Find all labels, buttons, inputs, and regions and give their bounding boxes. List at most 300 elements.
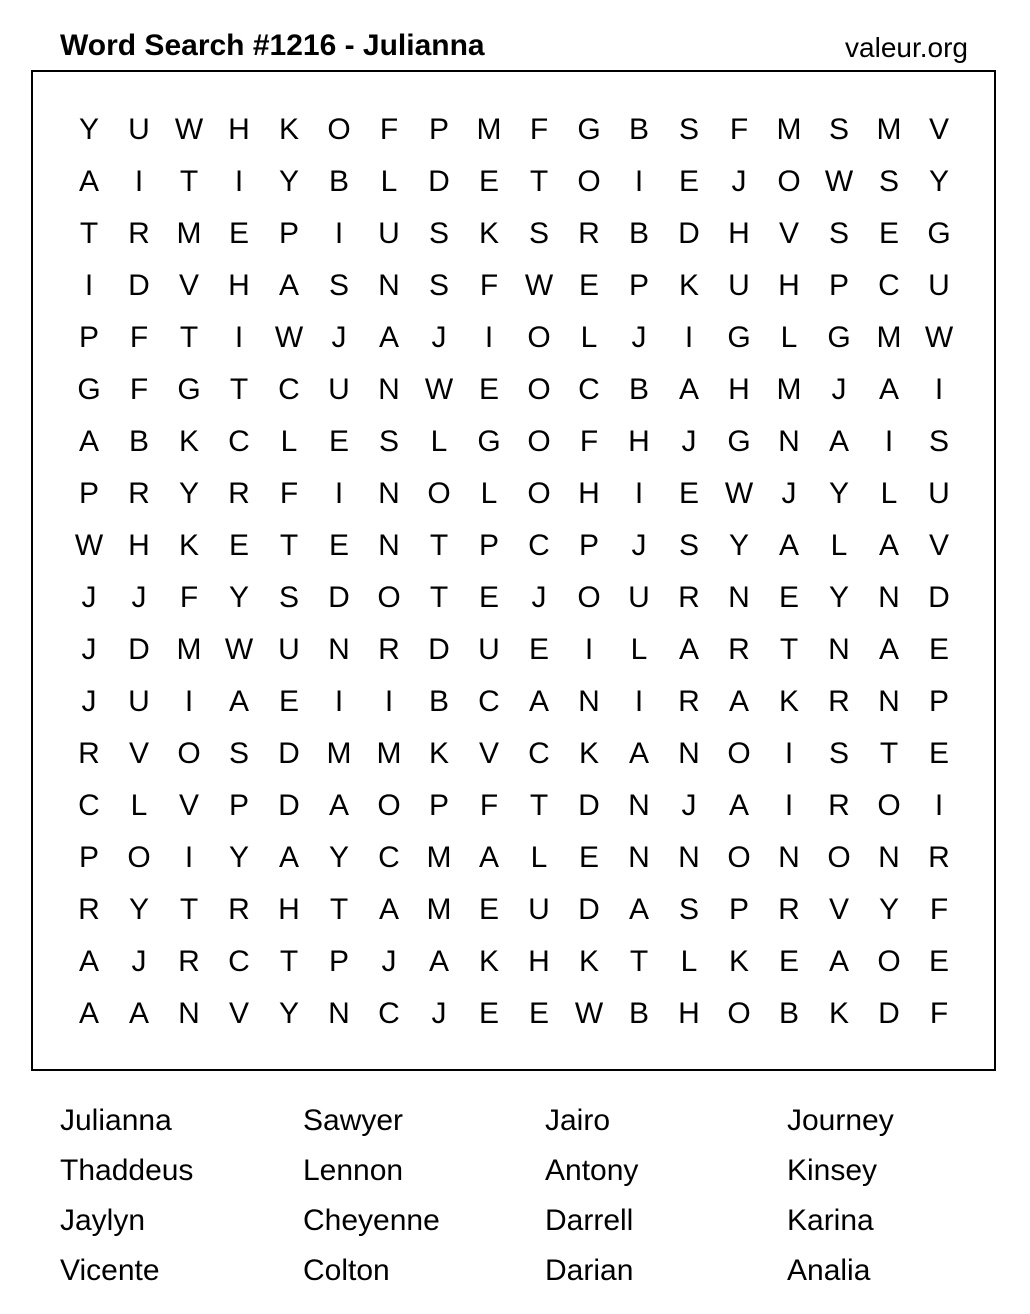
grid-letter: V (178, 789, 199, 822)
word-list-item: Antony (545, 1154, 639, 1187)
grid-letter: Y (828, 477, 849, 510)
grid-letter: J (81, 633, 97, 666)
grid-letter: L (130, 789, 148, 822)
grid-letter: N (628, 841, 650, 874)
grid-letter: O (377, 789, 401, 822)
grid-letter: I (334, 477, 344, 510)
grid-letter: H (528, 945, 550, 978)
grid-letter: J (81, 685, 97, 718)
grid-letter: T (79, 217, 99, 250)
grid-letter: E (478, 893, 499, 926)
grid-letter: A (78, 425, 99, 458)
grid-letter: A (678, 373, 699, 406)
grid-letter: K (428, 737, 449, 770)
grid-letter: T (429, 529, 449, 562)
grid-letter: P (278, 217, 299, 250)
grid-letter: K (278, 113, 299, 146)
grid-letter: E (478, 165, 499, 198)
grid-letter: L (280, 425, 298, 458)
grid-letter: T (279, 529, 299, 562)
grid-letter: I (484, 321, 494, 354)
grid-letter: N (778, 841, 800, 874)
grid-letter: N (378, 269, 400, 302)
grid-letter: A (378, 893, 399, 926)
grid-letter: R (678, 581, 700, 614)
grid-letter: F (579, 425, 599, 458)
grid-letter: A (278, 841, 299, 874)
grid-letter: J (81, 581, 97, 614)
grid-letter: K (678, 269, 699, 302)
grid-letter: S (878, 165, 899, 198)
grid-letter: V (228, 997, 249, 1030)
grid-letter: Y (928, 165, 949, 198)
grid-letter: I (384, 685, 394, 718)
grid-letter: A (628, 893, 649, 926)
grid-letter: G (827, 321, 851, 354)
grid-letter: S (928, 425, 949, 458)
grid-letter: E (578, 269, 599, 302)
grid-letter: P (428, 113, 449, 146)
grid-letter: N (678, 841, 700, 874)
grid-letter: G (477, 425, 501, 458)
grid-letter: A (78, 945, 99, 978)
grid-letter: P (728, 893, 749, 926)
grid-letter: G (927, 217, 951, 250)
grid-letter: Y (878, 893, 899, 926)
grid-letter: O (127, 841, 151, 874)
grid-letter: Y (78, 113, 99, 146)
grid-letter: K (578, 945, 599, 978)
word-list-item: Vicente (60, 1254, 160, 1287)
word-list-item: Julianna (60, 1104, 172, 1137)
grid-letter: S (378, 425, 399, 458)
grid-letter: W (924, 321, 954, 354)
grid-letter: A (878, 633, 899, 666)
grid-letter: C (878, 269, 900, 302)
grid-letter: L (880, 477, 898, 510)
word-list-item: Sawyer (303, 1104, 404, 1137)
grid-letter: I (634, 685, 644, 718)
grid-letter: N (378, 529, 400, 562)
grid-letter: A (378, 321, 399, 354)
grid-letter: O (727, 841, 751, 874)
grid-letter: C (578, 373, 600, 406)
grid-letter: U (928, 269, 950, 302)
grid-letter: N (778, 425, 800, 458)
grid-letter: T (279, 945, 299, 978)
grid-letter: A (778, 529, 799, 562)
grid-letter: E (328, 529, 349, 562)
grid-letter: U (328, 373, 350, 406)
grid-letter: B (628, 997, 649, 1030)
word-list-item: Journey (787, 1104, 894, 1137)
grid-letter: R (78, 737, 100, 770)
grid-letter: H (228, 113, 250, 146)
grid-letter: J (681, 789, 697, 822)
grid-letter: S (828, 113, 849, 146)
grid-letter: F (929, 893, 949, 926)
site-name: valeur.org (845, 32, 968, 63)
grid-letter: U (378, 217, 400, 250)
grid-letter: W (174, 113, 204, 146)
grid-letter: Y (128, 893, 149, 926)
grid-letter: W (224, 633, 254, 666)
grid-letter: O (877, 789, 901, 822)
grid-letter: A (328, 789, 349, 822)
grid-letter: M (176, 217, 202, 250)
grid-letter: I (634, 477, 644, 510)
grid-letter: L (680, 945, 698, 978)
grid-letter: V (828, 893, 849, 926)
word-list-item: Cheyenne (303, 1204, 440, 1237)
grid-letter: A (828, 425, 849, 458)
grid-letter: C (228, 425, 250, 458)
grid-letter: J (831, 373, 847, 406)
grid-letter: M (776, 113, 802, 146)
grid-letter: A (78, 165, 99, 198)
grid-letter: E (878, 217, 899, 250)
grid-letter: N (378, 477, 400, 510)
grid-letter: L (480, 477, 498, 510)
grid-letter: H (128, 529, 150, 562)
grid-letter: F (179, 581, 199, 614)
grid-letter: M (176, 633, 202, 666)
grid-letter: V (128, 737, 149, 770)
grid-letter: M (426, 893, 452, 926)
grid-letter: D (878, 997, 900, 1030)
grid-letter: H (678, 997, 700, 1030)
grid-letter: J (631, 321, 647, 354)
grid-letter: A (128, 997, 149, 1030)
grid-letter: E (478, 373, 499, 406)
grid-letter: M (876, 321, 902, 354)
grid-letter: I (784, 737, 794, 770)
grid-letter: W (274, 321, 304, 354)
grid-letter: O (527, 425, 551, 458)
grid-letter: O (177, 737, 201, 770)
grid-letter: C (528, 529, 550, 562)
grid-letter: C (478, 685, 500, 718)
grid-letter: N (628, 789, 650, 822)
grid-letter: E (678, 165, 699, 198)
grid-letter: I (584, 633, 594, 666)
grid-letter: O (577, 581, 601, 614)
grid-letter: S (528, 217, 549, 250)
grid-letter: R (828, 685, 850, 718)
grid-letter: V (928, 113, 949, 146)
grid-letter: D (428, 165, 450, 198)
grid-letter: G (727, 321, 751, 354)
grid-letter: F (129, 321, 149, 354)
grid-letter: F (129, 373, 149, 406)
grid-letter: G (727, 425, 751, 458)
grid-letter: K (728, 945, 749, 978)
grid-letter: J (131, 945, 147, 978)
grid-letter: C (78, 789, 100, 822)
grid-letter: M (426, 841, 452, 874)
grid-letter: P (578, 529, 599, 562)
grid-letter: K (478, 945, 499, 978)
grid-letter: I (684, 321, 694, 354)
grid-letter: H (228, 269, 250, 302)
grid-letter: R (228, 477, 250, 510)
grid-letter: U (928, 477, 950, 510)
grid-letter: A (628, 737, 649, 770)
grid-letter: K (778, 685, 799, 718)
grid-letter: A (828, 945, 849, 978)
grid-letter: O (527, 373, 551, 406)
grid-letter: M (326, 737, 352, 770)
grid-letter: H (728, 217, 750, 250)
word-list-item: Lennon (303, 1154, 404, 1187)
grid-letter: E (928, 633, 949, 666)
grid-letter: D (278, 737, 300, 770)
grid-letter: C (528, 737, 550, 770)
grid-letter: K (178, 529, 199, 562)
grid-letter: I (184, 841, 194, 874)
grid-letter: H (628, 425, 650, 458)
grid-letter: A (678, 633, 699, 666)
grid-letter: E (528, 633, 549, 666)
grid-letter: M (476, 113, 502, 146)
grid-letter: P (478, 529, 499, 562)
grid-letter: U (128, 113, 150, 146)
grid-letter: I (884, 425, 894, 458)
grid-letter: U (728, 269, 750, 302)
grid-letter: F (729, 113, 749, 146)
grid-letter: C (228, 945, 250, 978)
grid-letter: O (877, 945, 901, 978)
grid-letter: H (778, 269, 800, 302)
grid-letter: U (628, 581, 650, 614)
grid-letter: P (828, 269, 849, 302)
grid-letter: T (529, 789, 549, 822)
grid-letter: D (578, 893, 600, 926)
grid-letter: R (78, 893, 100, 926)
word-list-item: Darrell (545, 1204, 634, 1237)
word-list-item: Colton (303, 1254, 390, 1287)
grid-letter: P (928, 685, 949, 718)
grid-letter: E (578, 841, 599, 874)
grid-letter: H (278, 893, 300, 926)
grid-letter: D (928, 581, 950, 614)
grid-letter: P (628, 269, 649, 302)
grid-letter: B (128, 425, 149, 458)
grid-letter: O (527, 321, 551, 354)
grid-letter: A (428, 945, 449, 978)
letter-grid (31, 70, 996, 1071)
grid-letter: I (934, 373, 944, 406)
grid-letter: G (177, 373, 201, 406)
grid-letter: F (279, 477, 299, 510)
grid-letter: N (328, 997, 350, 1030)
grid-letter: D (278, 789, 300, 822)
grid-letter: F (529, 113, 549, 146)
grid-letter: H (578, 477, 600, 510)
grid-letter: R (678, 685, 700, 718)
grid-letter: E (778, 945, 799, 978)
grid-letter: O (427, 477, 451, 510)
grid-letter: T (179, 893, 199, 926)
grid-letter: O (377, 581, 401, 614)
grid-letter: T (529, 165, 549, 198)
grid-letter: E (928, 945, 949, 978)
grid-letter: W (724, 477, 754, 510)
grid-letter: T (329, 893, 349, 926)
grid-letter: A (878, 529, 899, 562)
grid-letter: S (428, 217, 449, 250)
grid-letter: O (827, 841, 851, 874)
grid-letter: N (878, 581, 900, 614)
grid-letter: W (424, 373, 454, 406)
grid-letter: N (328, 633, 350, 666)
grid-letter: O (577, 165, 601, 198)
grid-letter: Y (328, 841, 349, 874)
grid-letter: F (479, 789, 499, 822)
grid-letter: S (228, 737, 249, 770)
grid-letter: F (929, 997, 949, 1030)
grid-letter: U (528, 893, 550, 926)
grid-letter: N (578, 685, 600, 718)
word-list-item: Thaddeus (60, 1154, 194, 1187)
grid-letter: A (228, 685, 249, 718)
word-list-item: Jaylyn (60, 1204, 146, 1237)
grid-letter: L (530, 841, 548, 874)
grid-letter: D (328, 581, 350, 614)
grid-letter: S (828, 737, 849, 770)
grid-letter: E (278, 685, 299, 718)
grid-letter: J (331, 321, 347, 354)
grid-letter: E (328, 425, 349, 458)
grid-letter: S (678, 893, 699, 926)
word-list-item: Jairo (545, 1104, 611, 1137)
grid-letter: I (334, 685, 344, 718)
grid-letter: D (428, 633, 450, 666)
grid-letter: M (876, 113, 902, 146)
grid-letter: D (578, 789, 600, 822)
grid-letter: Y (178, 477, 199, 510)
grid-letter: J (381, 945, 397, 978)
grid-letter: N (178, 997, 200, 1030)
grid-letter: G (577, 113, 601, 146)
grid-letter: N (728, 581, 750, 614)
grid-letter: R (728, 633, 750, 666)
grid-letter: I (934, 789, 944, 822)
grid-letter: I (84, 269, 94, 302)
grid-letter: V (928, 529, 949, 562)
grid-letter: V (778, 217, 799, 250)
word-list-item: Darian (545, 1254, 634, 1287)
grid-letter: A (878, 373, 899, 406)
grid-letter: O (727, 737, 751, 770)
grid-letter: N (878, 685, 900, 718)
grid-letter: W (574, 997, 604, 1030)
grid-letter: V (178, 269, 199, 302)
grid-letter: E (778, 581, 799, 614)
grid-letter: J (131, 581, 147, 614)
grid-letter: C (378, 997, 400, 1030)
grid-letter: P (428, 789, 449, 822)
grid-letter: U (478, 633, 500, 666)
grid-letter: A (528, 685, 549, 718)
grid-letter: J (431, 997, 447, 1030)
grid-letter: K (178, 425, 199, 458)
grid-letter: A (728, 789, 749, 822)
grid-letter: D (678, 217, 700, 250)
grid-letter: P (78, 321, 99, 354)
grid-letter: L (630, 633, 648, 666)
grid-letter: Y (228, 841, 249, 874)
grid-letter: R (778, 893, 800, 926)
word-list-item: Kinsey (787, 1154, 878, 1187)
grid-letter: K (478, 217, 499, 250)
grid-letter: L (580, 321, 598, 354)
grid-letter: A (278, 269, 299, 302)
grid-letter: N (828, 633, 850, 666)
grid-letter: L (780, 321, 798, 354)
grid-letter: E (528, 997, 549, 1030)
grid-letter: Y (278, 997, 299, 1030)
grid-letter: O (727, 997, 751, 1030)
grid-letter: J (731, 165, 747, 198)
grid-letter: F (479, 269, 499, 302)
grid-letter: A (478, 841, 499, 874)
grid-letter: A (78, 997, 99, 1030)
grid-letter: J (531, 581, 547, 614)
puzzle-title: Word Search #1216 - Julianna (60, 29, 485, 62)
grid-letter: U (128, 685, 150, 718)
grid-letter: W (74, 529, 104, 562)
grid-letter: B (778, 997, 799, 1030)
grid-letter: G (77, 373, 101, 406)
grid-letter: E (228, 217, 249, 250)
grid-letter: B (628, 217, 649, 250)
grid-letter: J (631, 529, 647, 562)
grid-letter: R (178, 945, 200, 978)
grid-letter: D (128, 269, 150, 302)
grid-letter: I (234, 321, 244, 354)
grid-letter: T (179, 165, 199, 198)
word-list-item: Karina (787, 1204, 874, 1237)
grid-letter: L (830, 529, 848, 562)
grid-letter: O (327, 113, 351, 146)
grid-letter: J (781, 477, 797, 510)
grid-letter: D (128, 633, 150, 666)
grid-letter: N (378, 373, 400, 406)
grid-letter: Y (828, 581, 849, 614)
grid-letter: S (678, 529, 699, 562)
grid-letter: M (376, 737, 402, 770)
grid-letter: L (380, 165, 398, 198)
grid-letter: T (179, 321, 199, 354)
grid-letter: H (728, 373, 750, 406)
grid-letter: S (428, 269, 449, 302)
grid-letter: I (134, 165, 144, 198)
grid-letter: E (928, 737, 949, 770)
grid-letter: R (128, 217, 150, 250)
grid-letter: S (328, 269, 349, 302)
grid-letter: I (234, 165, 244, 198)
grid-letter: T (779, 633, 799, 666)
grid-letter: S (678, 113, 699, 146)
grid-letter: W (824, 165, 854, 198)
grid-letter: R (828, 789, 850, 822)
grid-letter: I (784, 789, 794, 822)
grid-letter: Y (728, 529, 749, 562)
grid-letter: R (128, 477, 150, 510)
grid-letter: E (678, 477, 699, 510)
grid-letter: E (478, 581, 499, 614)
